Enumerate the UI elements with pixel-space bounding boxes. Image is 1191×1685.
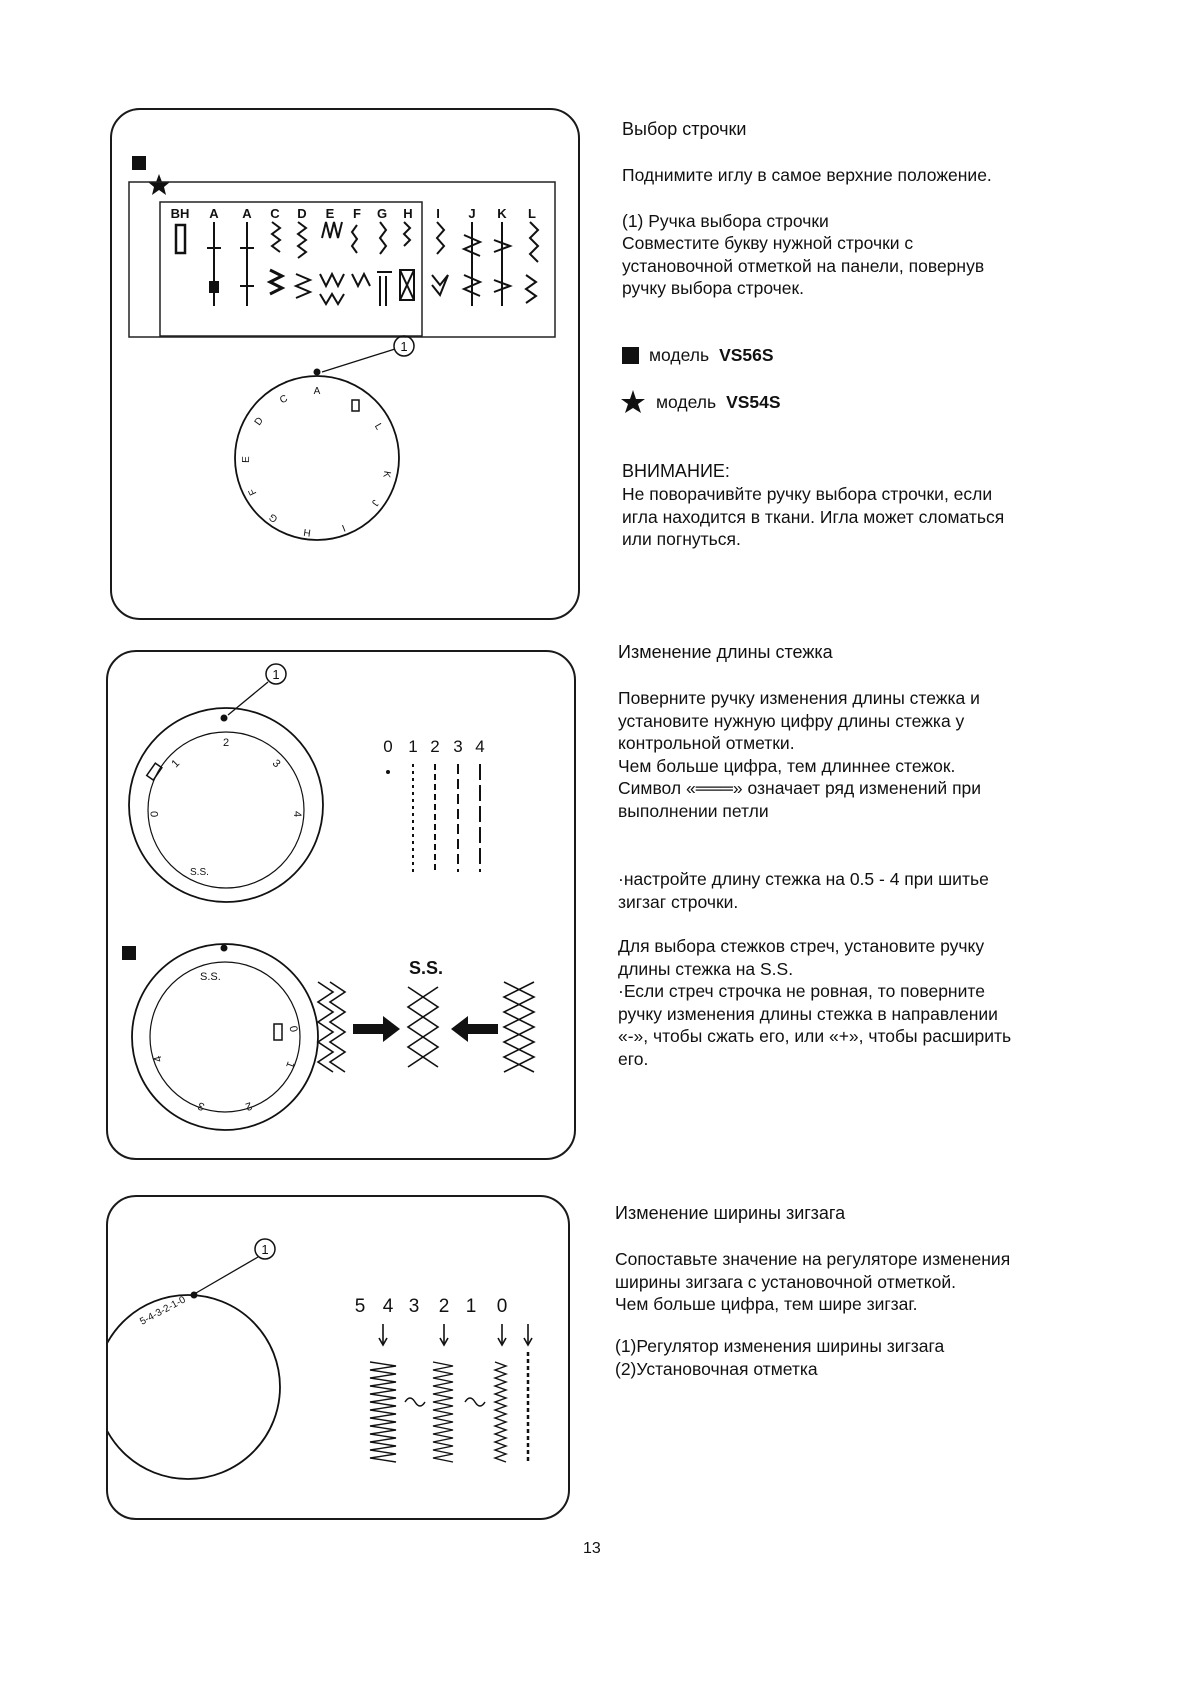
square-marker-icon bbox=[622, 347, 639, 364]
star-marker-icon bbox=[148, 174, 170, 195]
section2-text3: Для выбора стежков стреч, установите ручку длины стежка на S.S. ·Если стреч строчка не ровная, то поверните ручку изменения длины стежка в направлении «-», чтобы сжать его, или «+», чтобы расширить его. bbox=[618, 936, 1012, 1069]
zigzag-sample-1 bbox=[433, 1362, 453, 1462]
dial-number-3: 3 bbox=[269, 757, 283, 771]
zigzag-width-illustration bbox=[108, 1197, 572, 1522]
length-scale-2: 2 bbox=[430, 737, 440, 756]
model-label: модель bbox=[649, 345, 710, 365]
dial2-number-1: 1 bbox=[283, 1059, 297, 1070]
section1-title: Выбор строчки bbox=[622, 119, 747, 139]
section2-text1: Поверните ручку изменения длины стежка и установите нужную цифру длины стежка у контрольной отметки. Чем больше цифра, тем длиннее стежок. Символ «═══» означает ряд изменений при выполнении петли bbox=[618, 688, 982, 821]
stitch-chart-frame bbox=[129, 182, 555, 337]
model-vs54s bbox=[620, 389, 781, 415]
dial2-number-2: 2 bbox=[243, 1099, 254, 1113]
width-arrows bbox=[379, 1324, 532, 1345]
section1-step-title: (1) Ручка выбора строчки bbox=[622, 211, 829, 231]
width-scale-4: 4 bbox=[382, 1296, 394, 1317]
length-scale-0: 0 bbox=[383, 737, 393, 756]
stitch-letter-8: H bbox=[403, 206, 413, 221]
stitch-length-illustration bbox=[108, 652, 578, 1162]
set-mark bbox=[314, 369, 321, 376]
stitch-length-figure bbox=[106, 650, 576, 1160]
section1-instruction: Поднимите иглу в самое верхние положение. bbox=[622, 165, 992, 185]
dial-letter-C: C bbox=[278, 393, 290, 407]
stitch-letter-4: D bbox=[297, 206, 307, 221]
section2-text2: ·настройте длину стежка на 0.5 - 4 при шитье зигзаг строчки. bbox=[618, 869, 989, 912]
length-scale-1: 1 bbox=[408, 737, 418, 756]
zigzag-sample-2 bbox=[495, 1362, 506, 1462]
stitch-dial[interactable] bbox=[235, 376, 399, 540]
length-scale bbox=[383, 737, 484, 756]
dial-number-2: 2 bbox=[222, 737, 230, 749]
width-scale-3: 3 bbox=[408, 1296, 420, 1317]
dial-letter-G: G bbox=[267, 510, 281, 525]
star-marker-icon bbox=[620, 389, 646, 415]
dial-letter-F: F bbox=[246, 486, 260, 497]
set-mark-2 bbox=[221, 945, 228, 952]
callout-1-label: 1 bbox=[272, 667, 280, 682]
dial-letter-I: I bbox=[340, 521, 347, 533]
model-vs56s bbox=[622, 344, 774, 367]
dial2-number-0: 0 bbox=[286, 1024, 300, 1034]
stitch-chart-inner-frame bbox=[160, 202, 422, 336]
zigzag-sample-0 bbox=[370, 1362, 396, 1462]
set-mark bbox=[221, 715, 228, 722]
section3-title: Изменение ширины зигзага bbox=[615, 1203, 846, 1223]
stitch-selector-figure bbox=[110, 108, 580, 620]
stitch-selector-illustration bbox=[112, 110, 582, 622]
dial-number-0: 0 bbox=[149, 810, 161, 818]
width-dial[interactable] bbox=[108, 1295, 280, 1479]
dial-letter-J: J bbox=[368, 497, 381, 508]
dial-letter-K: K bbox=[380, 470, 393, 479]
model-label: модель bbox=[656, 391, 717, 412]
stitch-letter-1: A bbox=[209, 206, 219, 221]
stitch-letter-0: BH bbox=[170, 206, 190, 221]
square-marker-icon bbox=[132, 156, 146, 170]
stitch-letter-11: K bbox=[497, 206, 507, 221]
warning-text: Не поворачивйте ручку выбора строчки, если игла находится в ткани. Игла может сломаться или погнуться. bbox=[622, 484, 1005, 549]
model-name: VS54S bbox=[726, 391, 781, 412]
width-scale bbox=[355, 1296, 508, 1317]
stitch-letter-2: A bbox=[242, 206, 252, 221]
stretch-stitch-patterns bbox=[318, 982, 534, 1072]
width-scale-1: 1 bbox=[465, 1296, 477, 1317]
section1-step-text: Совместите букву нужной строчки с установочной отметкой на панели, повернув ручку выбора строчек. bbox=[622, 233, 985, 298]
model-name: VS56S bbox=[719, 345, 774, 365]
dial-number-1: 1 bbox=[169, 757, 183, 771]
width-scale-5: 5 bbox=[354, 1296, 366, 1317]
dial-letter-D: D bbox=[252, 415, 266, 428]
length-lines bbox=[386, 764, 480, 872]
stitch-dial-letters bbox=[241, 386, 392, 538]
warning-title: ВНИМАНИЕ: bbox=[622, 461, 730, 481]
section3-text1: Сопоставьте значение на регуляторе изменения ширины зигзага с установочной отметкой. Чем больше цифра, тем шире зигзаг. bbox=[615, 1249, 1011, 1314]
length-scale-4: 4 bbox=[475, 737, 485, 756]
stitch-letter-12: L bbox=[528, 206, 536, 221]
dial-letter-H: H bbox=[302, 525, 312, 538]
dial-ss-label-2: S.S. bbox=[200, 971, 221, 983]
zigzag-width-figure bbox=[106, 1195, 570, 1520]
length-scale-3: 3 bbox=[453, 737, 463, 756]
callout-1-label: 1 bbox=[261, 1242, 269, 1257]
stitch-letter-9: I bbox=[436, 206, 440, 221]
dial-ss-label: S.S. bbox=[190, 867, 209, 878]
dial-letter-L: L bbox=[371, 421, 385, 432]
arrow-right-icon bbox=[353, 1016, 400, 1042]
page-number: 13 bbox=[583, 1540, 601, 1557]
stitch-patterns bbox=[176, 222, 538, 306]
length-dial-numbers-2 bbox=[152, 1025, 300, 1113]
width-scale-0: 0 bbox=[496, 1296, 508, 1317]
square-marker-icon bbox=[122, 946, 136, 960]
arrow-left-icon bbox=[451, 1016, 498, 1042]
section3-text2: (1)Регулятор изменения ширины зигзага (2)Установочная отметка bbox=[615, 1336, 945, 1379]
length-dial-numbers bbox=[149, 737, 303, 817]
width-scale-2: 2 bbox=[438, 1296, 450, 1317]
stitch-letter-3: C bbox=[270, 206, 280, 221]
zigzag-samples bbox=[370, 1362, 506, 1462]
dial-letter-A: A bbox=[313, 386, 321, 397]
dial-number-4: 4 bbox=[291, 810, 303, 818]
ss-label: S.S. bbox=[408, 958, 444, 978]
width-dial-numbers: 5-4-3-2-1-0 bbox=[138, 1294, 188, 1328]
length-dial-lower[interactable] bbox=[132, 944, 318, 1130]
dial-letter-E: E bbox=[240, 456, 253, 464]
dial2-number-4: 4 bbox=[151, 1054, 165, 1064]
section2-title: Изменение длины стежка bbox=[618, 642, 833, 662]
stitch-letter-6: F bbox=[353, 206, 361, 221]
callout-1-label: 1 bbox=[400, 339, 408, 354]
stitch-letter-7: G bbox=[376, 206, 388, 221]
dial2-number-3: 3 bbox=[196, 1099, 207, 1113]
stitch-letter-10: J bbox=[468, 206, 476, 221]
stitch-letter-5: E bbox=[325, 206, 335, 221]
